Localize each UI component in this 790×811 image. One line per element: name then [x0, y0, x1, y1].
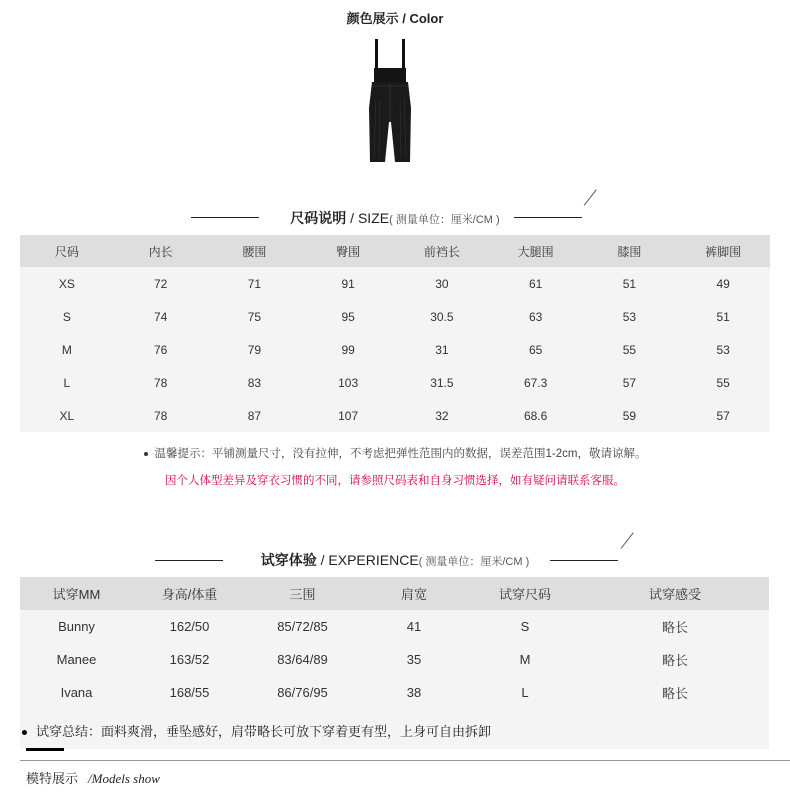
size-col-header: 臀围	[301, 235, 395, 267]
try-on-summary-text: 试穿总结：面料爽滑，垂坠感好，肩带略长可放下穿着更有型，上身可自由拆卸	[36, 724, 492, 739]
table-cell: S	[520, 619, 530, 634]
table-cell: 53	[716, 342, 730, 357]
table-cell: 68.6	[523, 408, 548, 423]
table-row	[20, 267, 770, 300]
table-cell: 103	[338, 375, 359, 390]
table-cell: 67.3	[523, 375, 548, 390]
table-row	[20, 610, 769, 643]
size-col-header: 裤脚围	[676, 235, 770, 267]
table-cell: Manee	[56, 652, 97, 667]
table-row	[20, 300, 770, 333]
table-cell: 31	[435, 342, 449, 357]
table-cell: 72	[153, 276, 168, 291]
table-row	[20, 366, 770, 399]
table-cell: S	[62, 309, 71, 324]
experience-col-header: 试穿尺码	[469, 577, 581, 610]
experience-col-header: 试穿感受	[581, 577, 769, 610]
try-on-summary	[22, 721, 491, 740]
table-cell: 30.5	[430, 309, 454, 324]
heading-slash-decoration	[621, 532, 634, 548]
table-cell: 95	[341, 309, 355, 324]
experience-col-header: 身高/体重	[133, 577, 246, 610]
experience-heading-en: / EXPERIENCE	[316, 552, 419, 568]
size-chart-table	[20, 235, 770, 432]
table-cell: M	[61, 342, 72, 357]
table-cell: 32	[435, 408, 449, 423]
table-cell: 87	[247, 408, 262, 423]
table-cell: 61	[528, 276, 543, 291]
table-cell: 30	[435, 276, 449, 291]
size-section-heading	[0, 208, 790, 228]
table-cell: 35	[406, 652, 422, 667]
table-cell: 86/76/95	[277, 685, 328, 700]
table-cell: XL	[59, 408, 75, 423]
overalls-product-image	[360, 38, 420, 166]
table-row	[20, 643, 769, 676]
size-heading-en: / SIZE	[346, 210, 390, 226]
size-col-header: 内长	[114, 235, 208, 267]
table-cell: 91	[341, 276, 355, 291]
experience-heading-cn: 试穿体验	[260, 552, 317, 568]
table-row	[20, 333, 770, 366]
table-cell: L	[521, 685, 529, 700]
table-cell: L	[63, 375, 71, 390]
experience-section-heading	[0, 550, 790, 570]
table-cell: Ivana	[60, 685, 93, 700]
table-cell: 76	[153, 342, 168, 357]
models-divider	[20, 760, 790, 761]
heading-slash-decoration	[584, 189, 597, 205]
table-cell: 55	[622, 342, 637, 357]
table-cell: Bunny	[58, 619, 95, 634]
table-cell: 75	[247, 309, 262, 324]
table-cell: 162/50	[169, 619, 210, 634]
size-col-header: 膝围	[583, 235, 677, 267]
table-cell: 78	[153, 375, 168, 390]
measurement-tip	[0, 445, 790, 461]
table-row	[20, 399, 770, 432]
table-cell: 53	[622, 309, 637, 324]
table-cell: 51	[716, 309, 730, 324]
size-advice-note: 因个人体型差异及穿衣习惯的不同，请参照尺码表和自身习惯选择，如有疑问请联系客服。	[165, 475, 625, 487]
table-cell: 107	[338, 408, 359, 423]
table-cell: 41	[406, 619, 422, 634]
size-col-header: 前裆长	[395, 235, 489, 267]
size-heading-cn: 尺码说明	[290, 210, 347, 226]
table-cell: 99	[341, 342, 355, 357]
size-col-header: 腰围	[208, 235, 302, 267]
table-cell: 65	[528, 342, 543, 357]
bullet-icon	[144, 452, 148, 456]
table-cell: 55	[716, 375, 730, 390]
models-show-heading	[26, 768, 160, 787]
table-cell: 85/72/85	[277, 619, 328, 634]
table-cell: 71	[247, 276, 262, 291]
color-section-title: 颜色展示 / Color	[346, 11, 444, 26]
table-cell: M	[519, 652, 531, 667]
table-cell: XS	[58, 276, 75, 291]
table-cell: 63	[528, 309, 543, 324]
size-table-header-row	[20, 235, 770, 267]
table-cell: 74	[153, 309, 168, 324]
models-heading-cn: 模特展示	[26, 771, 79, 786]
table-row	[20, 676, 769, 709]
experience-col-header: 三围	[246, 577, 359, 610]
table-cell: 57	[716, 408, 730, 423]
table-cell: 168/55	[169, 685, 210, 700]
table-cell: 略长	[661, 686, 688, 701]
measurement-tip-text: 温馨提示：平铺测量尺寸，没有拉伸，不考虑把弹性范围内的数据，误差范围1-2cm，敬请谅解。	[154, 448, 647, 460]
table-cell: 163/52	[169, 652, 210, 667]
table-cell: 略长	[661, 620, 688, 635]
models-heading-en: /Models show	[88, 771, 160, 786]
table-cell: 51	[622, 276, 637, 291]
experience-table-header-row	[20, 577, 769, 610]
experience-heading-unit: ( 测量单位：厘米/CM )	[418, 556, 530, 568]
table-cell: 83/64/89	[277, 652, 328, 667]
table-cell: 49	[716, 276, 730, 291]
table-cell: 57	[622, 375, 637, 390]
table-cell: 83	[247, 375, 262, 390]
size-col-header: 尺码	[20, 235, 114, 267]
table-cell: 38	[406, 685, 422, 700]
experience-col-header: 试穿MM	[20, 577, 133, 610]
table-cell: 略长	[661, 653, 688, 668]
bullet-icon	[22, 730, 27, 735]
table-cell: 79	[247, 342, 262, 357]
experience-col-header: 肩宽	[359, 577, 469, 610]
size-col-header: 大腿围	[489, 235, 583, 267]
summary-accent-bar	[26, 748, 64, 751]
try-on-experience-table	[20, 577, 769, 709]
table-cell: 59	[622, 408, 637, 423]
size-heading-unit: ( 测量单位：厘米/CM )	[389, 214, 500, 226]
table-cell: 31.5	[430, 375, 454, 390]
table-cell: 78	[153, 408, 168, 423]
